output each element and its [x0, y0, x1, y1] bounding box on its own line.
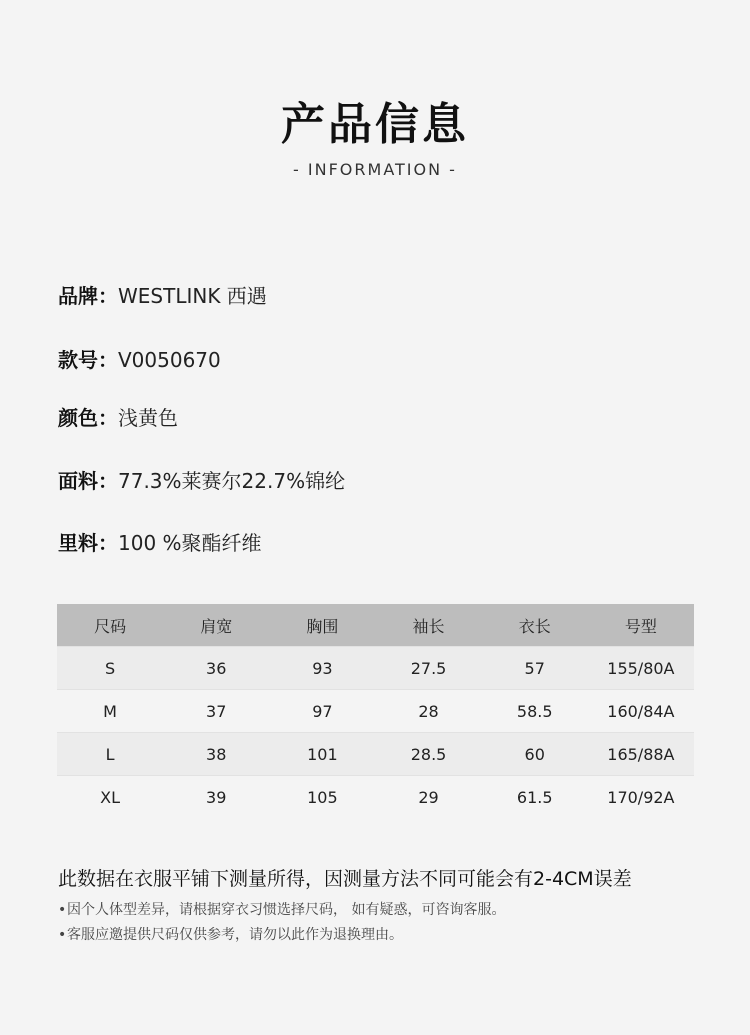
table-cell: 37 [163, 690, 269, 733]
bullet-dot: • [58, 902, 67, 918]
info-label: 里料： [58, 531, 118, 555]
note-bullet-item [58, 924, 403, 944]
table-row [57, 647, 694, 690]
table-cell: 170/92A [588, 776, 694, 819]
table-cell: 36 [163, 647, 269, 690]
table-cell: 97 [269, 690, 375, 733]
table-cell: 58.5 [482, 690, 588, 733]
info-label: 颜色： [58, 406, 118, 430]
table-row [57, 733, 694, 776]
info-value: 100 %聚酯纤维 [118, 531, 262, 555]
table-cell: 27.5 [375, 647, 481, 690]
info-value: WESTLINK 西遇 [118, 284, 267, 308]
info-lining [58, 527, 262, 556]
table-cell: 155/80A [588, 647, 694, 690]
table-cell: 28 [375, 690, 481, 733]
table-cell: 61.5 [482, 776, 588, 819]
table-row [57, 776, 694, 819]
bullet-dot: • [58, 927, 67, 943]
note-text: 因个人体型差异，请根据穿衣习惯选择尺码， 如有疑惑，可咨询客服。 [67, 902, 506, 918]
header-size: 尺码 [57, 604, 163, 647]
header-sleeve: 袖长 [375, 604, 481, 647]
info-value: V0050670 [118, 348, 221, 372]
info-label: 品牌： [58, 284, 118, 308]
info-brand [58, 280, 267, 309]
table-cell: 101 [269, 733, 375, 776]
header-chest: 胸围 [269, 604, 375, 647]
info-label: 款号： [58, 348, 118, 372]
table-cell: 29 [375, 776, 481, 819]
table-cell: 28.5 [375, 733, 481, 776]
info-color [58, 402, 178, 431]
table-cell: 57 [482, 647, 588, 690]
note-text: 客服应邀提供尺码仅供参考，请勿以此作为退换理由。 [67, 927, 403, 943]
table-cell: M [57, 690, 163, 733]
header-fit: 号型 [588, 604, 694, 647]
table-header-row [57, 604, 694, 647]
table-cell: 60 [482, 733, 588, 776]
page-title: 产品信息 [281, 99, 469, 150]
table-cell: 105 [269, 776, 375, 819]
table-cell: 93 [269, 647, 375, 690]
info-label: 面料： [58, 469, 118, 493]
table-row [57, 690, 694, 733]
table-cell: XL [57, 776, 163, 819]
table-cell: 160/84A [588, 690, 694, 733]
table-cell: L [57, 733, 163, 776]
info-value: 77.3%莱赛尔22.7%锦纶 [118, 469, 346, 493]
table-cell: S [57, 647, 163, 690]
page-subtitle: - INFORMATION - [293, 160, 457, 179]
info-style-number [58, 344, 221, 373]
info-value: 浅黄色 [118, 406, 178, 430]
header-length: 衣长 [482, 604, 588, 647]
table-cell: 39 [163, 776, 269, 819]
header-shoulder: 肩宽 [163, 604, 269, 647]
size-table [57, 604, 694, 818]
measurement-note: 此数据在衣服平铺下测量所得，因测量方法不同可能会有2-4CM误差 [58, 868, 632, 890]
table-cell: 38 [163, 733, 269, 776]
note-bullet-item [58, 899, 505, 919]
table-cell: 165/88A [588, 733, 694, 776]
info-fabric [58, 465, 345, 494]
